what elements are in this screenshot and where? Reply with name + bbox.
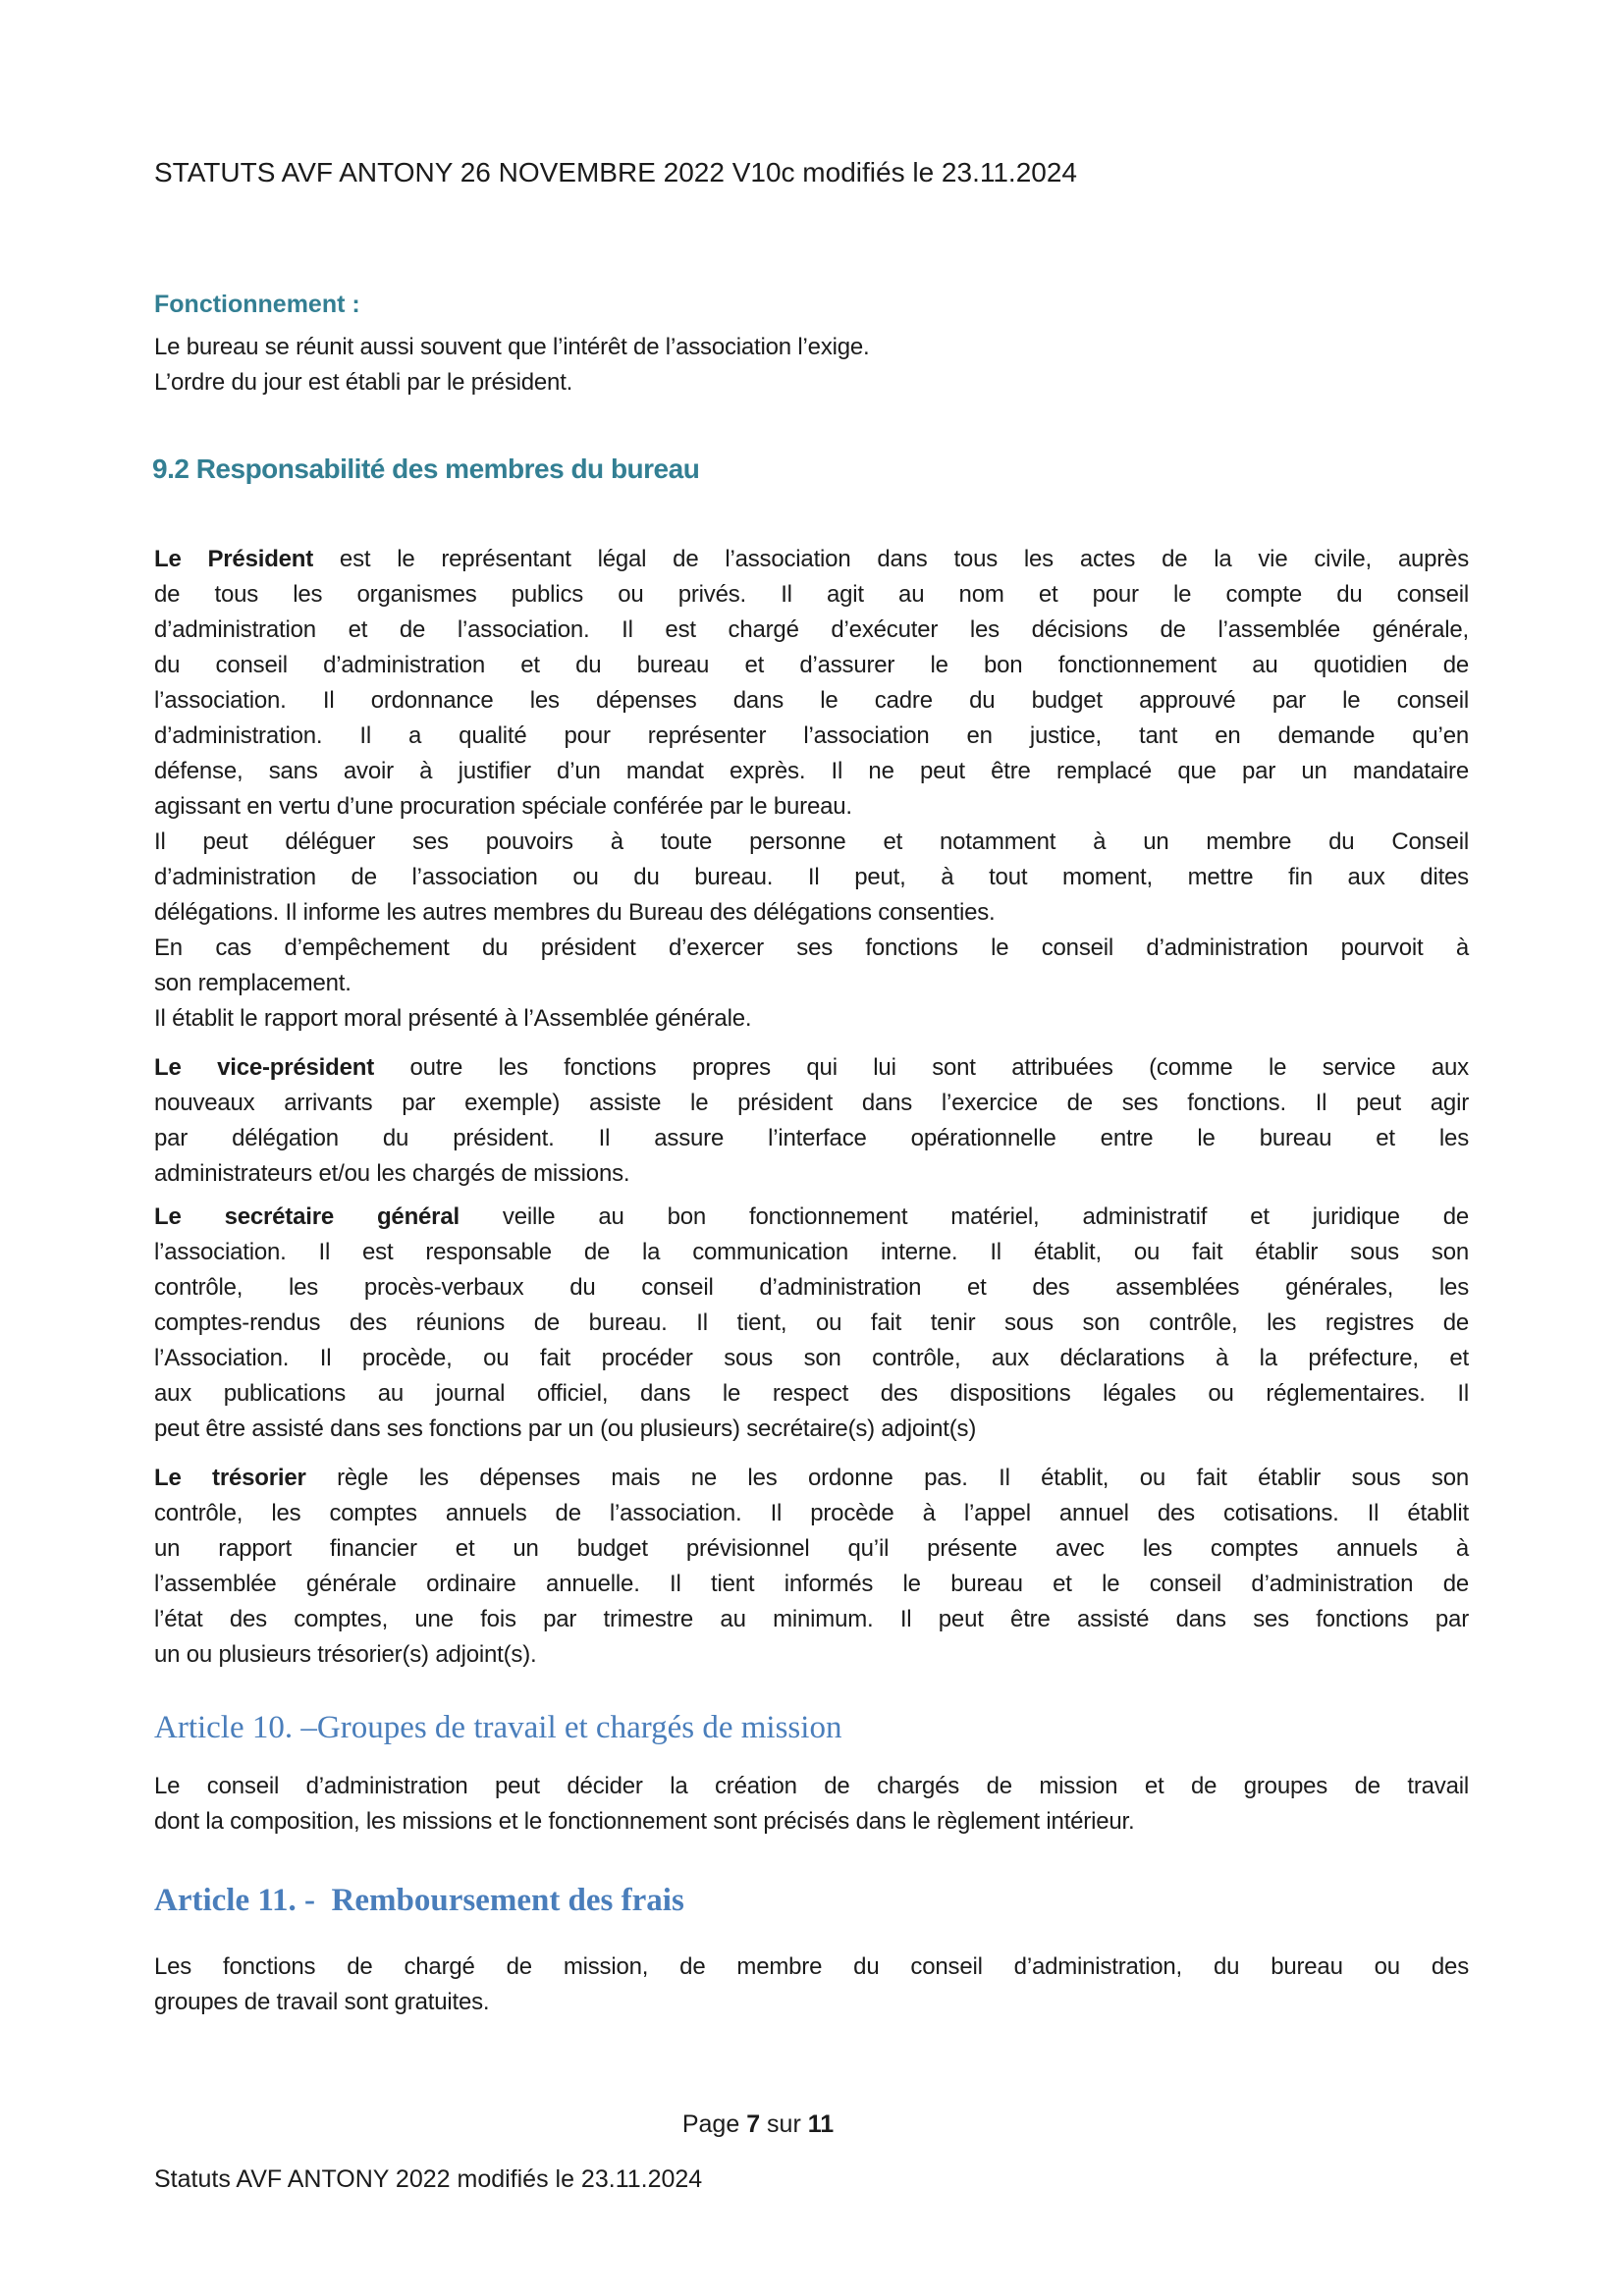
text-line: L’ordre du jour est établi par le président. [154, 369, 573, 396]
text-line: contrôle, les comptes annuels de l’association. Il procède à l’appel annuel des cotisations. Il établit [154, 1500, 1469, 1526]
text-line: son remplacement. [154, 970, 352, 996]
heading-article-10: Article 10. –Groupes de travail et chargés de mission [154, 1710, 842, 1745]
footer-page-total: 11 [807, 2110, 835, 2138]
text-line: un ou plusieurs trésorier(s) adjoint(s). [154, 1641, 537, 1668]
paragraph-secretaire-general [154, 1200, 1469, 1447]
heading-9-2-responsabilite: 9.2 Responsabilité des membres du bureau [152, 454, 700, 484]
text-line: Le conseil d’administration peut décider la création de chargés de mission et de groupes de travail [154, 1773, 1469, 1799]
text-line: délégations. Il informe les autres membres du Bureau des délégations consenties. [154, 899, 996, 926]
text-line: de tous les organismes publics ou privés. Il agit au nom et pour le compte du conseil [154, 581, 1469, 608]
text-line: défense, sans avoir à justifier d’un mandat exprès. Il ne peut être remplacé que par un mandataire [154, 758, 1469, 784]
text-line: l’association. Il est responsable de la communication interne. Il établit, ou fait établir sous son [154, 1239, 1469, 1265]
text-line: Le secrétaire général veille au bon fonctionnement matériel, administratif et juridique de [154, 1203, 1469, 1230]
heading-article-11: Article 11. - Remboursement des frais [154, 1883, 684, 1918]
text-line: l’association. Il ordonnance les dépenses dans le cadre du budget approuvé par le conseil [154, 687, 1469, 714]
paragraph-president [154, 542, 1469, 1037]
text-line: administrateurs et/ou les chargés de missions. [154, 1160, 630, 1187]
text-line: du conseil d’administration et du bureau et d’assurer le bon fonctionnement au quotidien de [154, 652, 1469, 678]
footer-doc-line: Statuts AVF ANTONY 2022 modifiés le 23.11.2024 [154, 2165, 703, 2193]
text-line: dont la composition, les missions et le fonctionnement sont précisés dans le règlement intérieur. [154, 1808, 1135, 1835]
text-line: peut être assisté dans ses fonctions par un (ou plusieurs) secrétaire(s) adjoint(s) [154, 1415, 977, 1442]
bold-lead: Le Président [154, 546, 314, 572]
page-header-title: STATUTS AVF ANTONY 26 NOVEMBRE 2022 V10c modifiés le 23.11.2024 [154, 157, 1077, 187]
bold-lead: Le secrétaire général [154, 1203, 460, 1230]
text-line: Le bureau se réunit aussi souvent que l’intérêt de l’association l’exige. [154, 334, 870, 360]
text-line: Le vice-président outre les fonctions propres qui lui sont attribuées (comme le service aux [154, 1054, 1469, 1081]
intro-paragraph [154, 330, 1469, 400]
text-line: contrôle, les procès-verbaux du conseil d’administration et des assemblées générales, les [154, 1274, 1469, 1301]
text-line: aux publications au journal officiel, dans le respect des dispositions légales ou réglementaires. Il [154, 1380, 1469, 1407]
text-line: Le trésorier règle les dépenses mais ne les ordonne pas. Il établit, ou fait établir sous son [154, 1465, 1469, 1491]
text-line: par délégation du président. Il assure l’interface opérationnelle entre le bureau et les [154, 1125, 1469, 1151]
text-line: groupes de travail sont gratuites. [154, 1989, 490, 2015]
text-line: agissant en vertu d’une procuration spéciale conférée par le bureau. [154, 793, 852, 820]
text-line: nouveaux arrivants par exemple) assiste le président dans l’exercice de ses fonctions. Il peut agir [154, 1090, 1469, 1116]
bold-lead: Le vice-président [154, 1054, 375, 1081]
footer-page-number [154, 2110, 1362, 2139]
text-line: d’administration. Il a qualité pour représenter l’association en justice, tant en demande qu’en [154, 722, 1469, 749]
paragraph-article-10 [154, 1769, 1469, 1840]
text-line: Le Président est le représentant légal de l’association dans tous les actes de la vie civile, auprès [154, 546, 1470, 572]
heading-fonctionnement: Fonctionnement : [154, 291, 360, 318]
text-line: l’assemblée générale ordinaire annuelle. Il tient informés le bureau et le conseil d’administration de [154, 1571, 1469, 1597]
text-line: l’état des comptes, une fois par trimestre au minimum. Il peut être assisté dans ses fonctions par [154, 1606, 1469, 1632]
bold-lead: Le trésorier [154, 1465, 306, 1491]
footer-sur-label: sur [760, 2110, 808, 2138]
text-line: d’administration de l’association ou du bureau. Il peut, à tout moment, mettre fin aux dites [154, 864, 1469, 890]
paragraph-vice-president [154, 1050, 1469, 1192]
paragraph-article-11 [154, 1949, 1469, 2020]
text-line: Il peut déléguer ses pouvoirs à toute personne et notamment à un membre du Conseil [154, 828, 1469, 855]
text-line: Les fonctions de chargé de mission, de membre du conseil d’administration, du bureau ou des [154, 1953, 1469, 1980]
text-line: d’administration et de l’association. Il est chargé d’exécuter les décisions de l’assemblée générale, [154, 616, 1469, 643]
paragraph-tresorier [154, 1461, 1469, 1673]
text-line: En cas d’empêchement du président d’exercer ses fonctions le conseil d’administration pourvoit à [154, 934, 1469, 961]
text-line: l’Association. Il procède, ou fait procéder sous son contrôle, aux déclarations à la préfecture, et [154, 1345, 1469, 1371]
text-line: comptes-rendus des réunions de bureau. Il tient, ou fait tenir sous son contrôle, les registres de [154, 1309, 1469, 1336]
footer-page-label: Page [681, 2110, 747, 2138]
footer-page-current: 7 [746, 2110, 761, 2138]
text-line: Il établit le rapport moral présenté à l’Assemblée générale. [154, 1005, 752, 1032]
text-line: un rapport financier et un budget prévisionnel qu’il présente avec les comptes annuels à [154, 1535, 1469, 1562]
